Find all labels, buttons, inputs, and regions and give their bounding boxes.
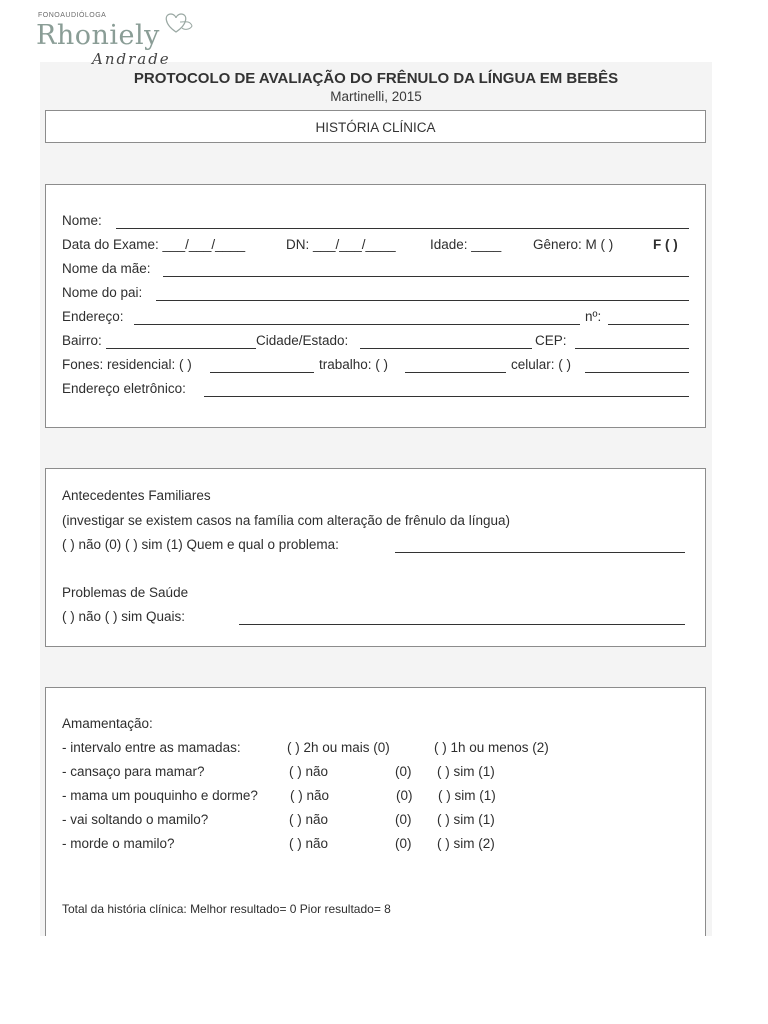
fone-celular-field[interactable] xyxy=(585,372,689,373)
endereco-label: Endereço: xyxy=(62,309,124,324)
family-title: Antecedentes Familiares xyxy=(62,488,211,503)
row-question: - cansaço para mamar? xyxy=(62,764,205,779)
celular-label: celular: ( ) xyxy=(511,357,572,372)
row-score: (0) xyxy=(395,812,412,827)
family-problem-field[interactable] xyxy=(395,552,685,553)
row-option-yes[interactable]: ( ) sim (2) xyxy=(437,836,495,851)
row-score: (0) xyxy=(395,836,412,851)
nome-label: Nome: xyxy=(62,213,102,228)
row-option-yes[interactable]: ( ) sim (1) xyxy=(437,764,495,779)
nome-pai-field[interactable] xyxy=(156,300,689,301)
nome-pai-label: Nome do pai: xyxy=(62,285,143,300)
row-option-yes[interactable]: ( ) sim (1) xyxy=(438,788,496,803)
row-option-no[interactable]: ( ) não xyxy=(290,788,330,803)
section-header: HISTÓRIA CLÍNICA xyxy=(45,110,706,143)
row-option-no[interactable]: ( ) não xyxy=(289,812,329,827)
row-option-yes[interactable]: ( ) 1h ou menos (2) xyxy=(434,740,549,755)
trabalho-label: trabalho: ( ) xyxy=(319,357,389,372)
idade-label[interactable]: Idade: ____ xyxy=(430,237,502,252)
row-question: - intervalo entre as mamadas: xyxy=(62,740,241,755)
row-option-yes[interactable]: ( ) sim (1) xyxy=(437,812,495,827)
identification-box xyxy=(45,184,706,428)
total-result: Total da história clínica: Melhor resultado= 0 Pior resultado= 8 xyxy=(62,902,391,916)
email-field[interactable] xyxy=(204,396,689,397)
row-question: - mama um pouquinho e dorme? xyxy=(62,788,258,803)
cep-label: CEP: xyxy=(535,333,567,348)
cidade-field[interactable] xyxy=(360,348,532,349)
fones-label: Fones: residencial: ( ) xyxy=(62,357,192,372)
fone-residencial-field[interactable] xyxy=(210,372,314,373)
row-question: - vai soltando o mamilo? xyxy=(62,812,209,827)
logo-profession: FONOAUDIÓLOGA xyxy=(38,12,107,19)
numero-label: nº: xyxy=(585,309,602,324)
page-title: PROTOCOLO DE AVALIAÇÃO DO FRÊNULO DA LÍNGUA EM BEBÊS xyxy=(133,70,619,87)
row-score: (0) xyxy=(395,764,412,779)
logo-surname: Andrade xyxy=(92,50,171,68)
nome-mae-field[interactable] xyxy=(163,276,689,277)
breastfeeding-title: Amamentação: xyxy=(62,716,153,731)
cidade-label: Cidade/Estado: xyxy=(256,333,349,348)
genero-m-label[interactable]: Gênero: M ( ) xyxy=(533,237,614,252)
row-option-no[interactable]: ( ) não xyxy=(289,764,329,779)
numero-field[interactable] xyxy=(608,324,689,325)
row-option-no[interactable]: ( ) não xyxy=(289,836,329,851)
logo-name: Rhoniely xyxy=(36,20,160,51)
heart-balloon-icon xyxy=(156,8,196,38)
row-score: (0) xyxy=(396,788,413,803)
nome-mae-label: Nome da mãe: xyxy=(62,261,151,276)
row-option-no[interactable]: ( ) 2h ou mais (0) xyxy=(287,740,390,755)
row-question: - morde o mamilo? xyxy=(62,836,175,851)
family-history-box xyxy=(45,468,706,647)
dn-label[interactable]: DN: ___/___/____ xyxy=(286,237,396,252)
breastfeeding-box xyxy=(45,687,706,936)
bairro-label: Bairro: xyxy=(62,333,102,348)
fone-trabalho-field[interactable] xyxy=(405,372,506,373)
bairro-field[interactable] xyxy=(106,348,256,349)
health-title: Problemas de Saúde xyxy=(62,585,189,600)
nome-field[interactable] xyxy=(116,228,689,229)
endereco-field[interactable] xyxy=(134,324,580,325)
family-options[interactable]: ( ) não (0) ( ) sim (1) Quem e qual o problema: xyxy=(62,537,339,552)
health-options[interactable]: ( ) não ( ) sim Quais: xyxy=(62,609,186,624)
family-subtitle: (investigar se existem casos na família com alteração de frênulo da língua) xyxy=(62,513,510,528)
health-problem-field[interactable] xyxy=(239,624,685,625)
logo xyxy=(34,8,194,68)
genero-f-label[interactable]: F ( ) xyxy=(653,237,678,252)
cep-field[interactable] xyxy=(575,348,689,349)
data-exame-label[interactable]: Data do Exame: ___/___/____ xyxy=(62,237,246,252)
author-line: Martinelli, 2015 xyxy=(330,89,422,104)
email-label: Endereço eletrônico: xyxy=(62,381,186,396)
